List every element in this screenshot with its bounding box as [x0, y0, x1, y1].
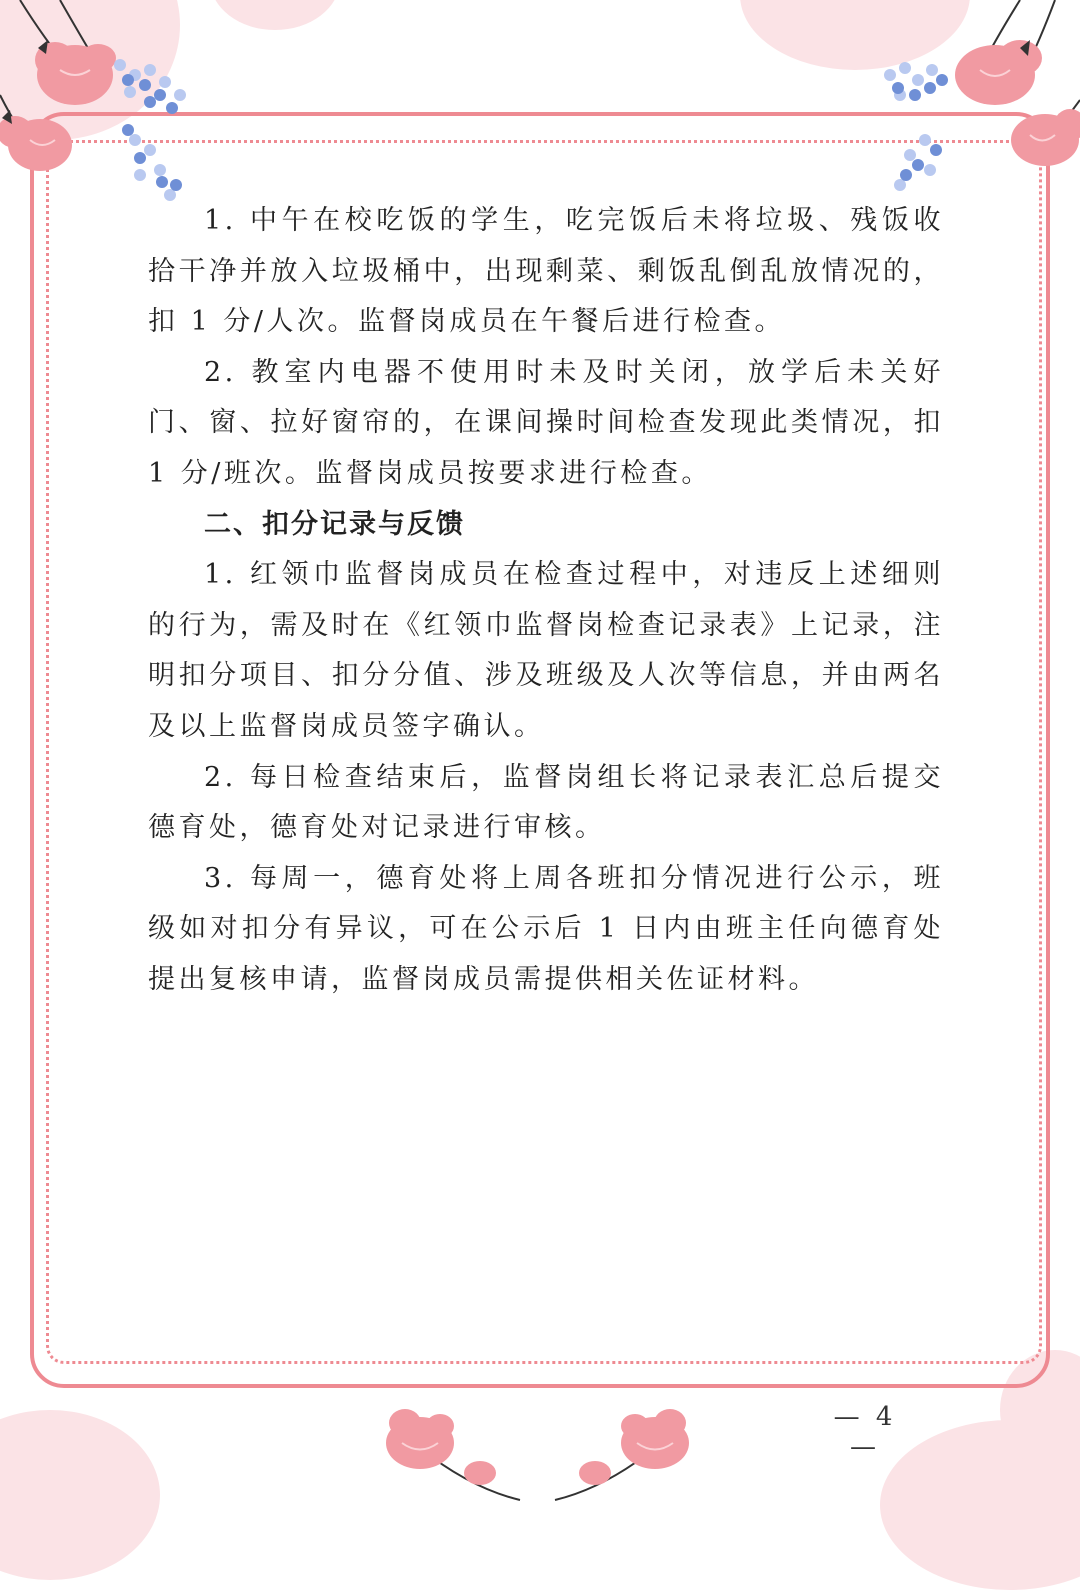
corner-blob-bottom-left — [0, 1410, 160, 1580]
record-paragraph-2: 2. 每日检查结束后，监督岗组长将记录表汇总后提交德育处，德育处对记录进行审核。 — [148, 761, 944, 844]
section-heading: 二、扣分记录与反馈 — [204, 508, 465, 540]
page-number: — 4 — — [833, 1402, 897, 1462]
record-paragraph-1: 1. 红领巾监督岗成员在检查过程中，对违反上述细则的行为，需及时在《红领巾监督岗检查记录表》上记录，注明扣分项目、扣分分值、涉及班级及人次等信息，并由两名及以上监督岗成员签字确认。 — [148, 559, 944, 742]
flower-bottom-left-icon — [380, 1408, 530, 1508]
document-body — [148, 196, 944, 1006]
flower-cluster-top-left-icon — [0, 0, 220, 220]
flower-cluster-top-right-icon — [870, 0, 1080, 210]
flower-bottom-right-icon — [545, 1408, 695, 1508]
corner-blob-top-left-2 — [210, 0, 340, 30]
record-paragraph-3: 3. 每周一，德育处将上周各班扣分情况进行公示，班级如对扣分有异议，可在公示后 1 日内由班主任向德育处提出复核申请，监督岗成员需提供相关佐证材料。 — [148, 862, 944, 995]
rule-paragraph-1: 1. 中午在校吃饭的学生，吃完饭后未将垃圾、残饭收拾干净并放入垃圾桶中，出现剩菜、剩饭乱倒乱放情况的，扣 1 分/人次。监督岗成员在午餐后进行检查。 — [148, 205, 944, 338]
rule-paragraph-2: 2. 教室内电器不使用时未及时关闭，放学后未关好门、窗、拉好窗帘的，在课间操时间检查发现此类情况，扣 1 分/班次。监督岗成员按要求进行检查。 — [148, 356, 944, 489]
